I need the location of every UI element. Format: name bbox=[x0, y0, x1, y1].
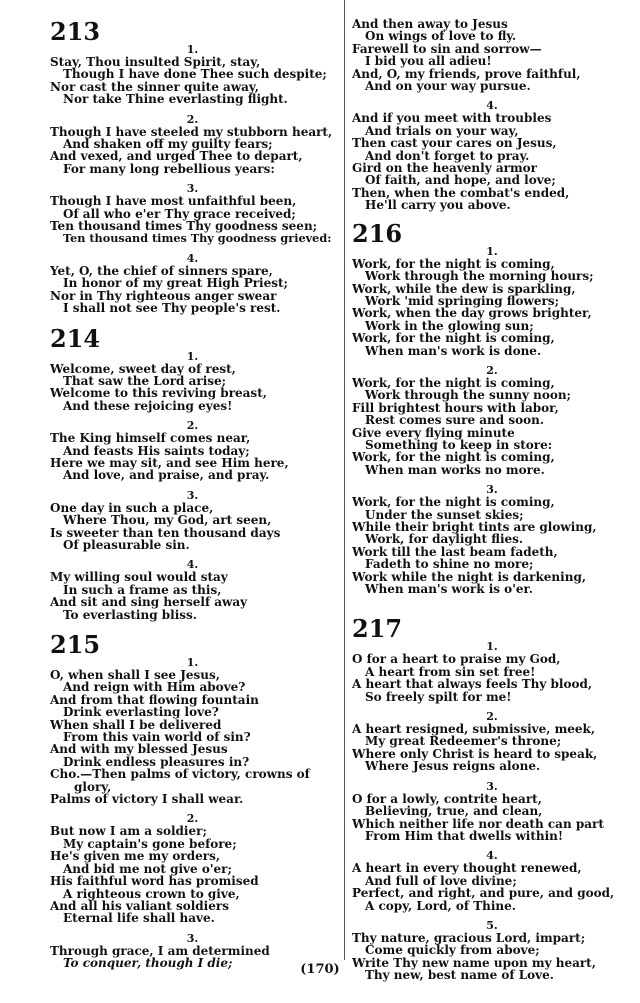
verse-line: Something to keep in store: bbox=[365, 437, 553, 452]
hymn-215-continued bbox=[352, 0, 632, 212]
verse-line: Where Jesus reigns alone. bbox=[365, 759, 541, 774]
verse-line: And feasts His saints today; bbox=[63, 443, 250, 458]
hymn-number: 214 bbox=[50, 323, 101, 353]
verse-line: Yet, O, the chief of sinners spare, bbox=[50, 263, 273, 278]
verse-line: And bid me not give o'er; bbox=[63, 861, 232, 876]
hymn-216 bbox=[352, 220, 632, 596]
verse bbox=[50, 183, 335, 245]
verse-line: Perfect, and right, and pure, and good, bbox=[352, 886, 615, 901]
verse-number: 1. bbox=[186, 656, 199, 669]
verse-line: His faithful word has promised bbox=[50, 874, 259, 889]
verse-line: A righteous crown to give, bbox=[63, 886, 240, 901]
verse-line: He'll carry you above. bbox=[365, 198, 511, 213]
verse-number: 4. bbox=[186, 251, 199, 265]
verse bbox=[50, 657, 335, 768]
verse bbox=[352, 100, 632, 211]
verse-line: And trials on your way, bbox=[365, 123, 519, 138]
verse-line: And vexed, and urged Thee to depart, bbox=[50, 149, 303, 164]
verse-line: Here we may sit, and see Him here, bbox=[50, 455, 289, 470]
verse-line: Write Thy new name upon my heart, bbox=[352, 955, 596, 970]
verse-number: 1. bbox=[486, 244, 498, 258]
verse-line: While their bright tints are glowing, bbox=[352, 520, 597, 534]
verse-line: When man's work is done. bbox=[365, 343, 542, 358]
verse-line: And on your way pursue. bbox=[365, 79, 531, 94]
verse-line: Drink everlasting love? bbox=[63, 705, 219, 720]
verse-line: Nor take Thine everlasting flight. bbox=[63, 92, 288, 107]
verse-line: Fadeth to shine no more; bbox=[365, 557, 534, 572]
verse-number: 4. bbox=[486, 849, 498, 863]
verse-line: Eternal life shall have. bbox=[63, 911, 215, 926]
right-column bbox=[352, 0, 632, 990]
verse-line: In such a frame as this, bbox=[63, 582, 222, 597]
verse-line: And reign with Him above? bbox=[63, 680, 246, 695]
verse bbox=[50, 813, 335, 924]
verse-number: 2. bbox=[186, 419, 199, 433]
verse-line: Stay, Thou insulted Spirit, stay, bbox=[50, 55, 261, 69]
verse-number: 5. bbox=[486, 918, 498, 932]
verse-number: 4. bbox=[486, 99, 498, 113]
verse-line: Work till the last beam fadeth, bbox=[352, 544, 558, 559]
verse-line: Drink endless pleasures in? bbox=[63, 754, 250, 769]
verse-line: Through grace, I am determined bbox=[50, 943, 270, 958]
verse bbox=[352, 781, 632, 843]
verse-line: Work, for daylight flies. bbox=[365, 532, 524, 547]
verse-line: O for a heart to praise my God, bbox=[352, 652, 561, 667]
verse-line: Under the sunset skies; bbox=[365, 507, 524, 522]
verse-number: 2. bbox=[486, 363, 498, 377]
verse-line: Work through the morning hours; bbox=[365, 269, 594, 284]
verse-line: When shall I be delivered bbox=[50, 717, 222, 732]
verse-line: Of pleasurable sin. bbox=[63, 537, 190, 552]
verse-number: 3. bbox=[486, 483, 498, 497]
chorus-line: Palms of victory I shall wear. bbox=[50, 792, 244, 807]
verse-line: Gird on the heavenly armor bbox=[352, 161, 537, 176]
verse-line: Welcome to this reviving breast, bbox=[50, 386, 267, 401]
verse-line: Work, while the dew is sparkling, bbox=[352, 281, 576, 296]
verse-line: Work, for the night is coming, bbox=[352, 450, 555, 465]
verse-line: Welcome, sweet day of rest, bbox=[50, 361, 236, 376]
verse-line: And love, and praise, and pray. bbox=[63, 468, 270, 483]
page-number: (170) bbox=[300, 962, 340, 977]
verse-line: Work, for the night is coming, bbox=[352, 256, 555, 271]
verse-line: Thy nature, gracious Lord, impart; bbox=[352, 930, 586, 945]
verse-number: 3. bbox=[186, 488, 199, 502]
verse-number: 1. bbox=[486, 640, 498, 654]
verse-line: A copy, Lord, of Thine. bbox=[365, 898, 516, 913]
hymn-213 bbox=[50, 0, 335, 315]
verse-line: And, O, my friends, prove faithful, bbox=[352, 66, 581, 81]
chorus-line: Cho.—Then palms of victory, crowns of bbox=[50, 767, 310, 782]
verse-line: When man works no more. bbox=[365, 462, 545, 477]
verse-number: 3. bbox=[186, 931, 199, 945]
verse bbox=[352, 484, 632, 595]
verse-line: But now I am a soldier; bbox=[50, 824, 207, 839]
verse-continued bbox=[352, 18, 632, 92]
verse-line: Nor in Thy righteous anger swear bbox=[50, 288, 277, 303]
verse-line: Believing, true, and clean, bbox=[365, 804, 543, 819]
verse-line: Work in the glowing sun; bbox=[365, 318, 534, 333]
verse-number: 2. bbox=[186, 112, 199, 126]
verse-line: That saw the Lord arise; bbox=[63, 373, 227, 388]
verse-line: From Him that dwells within! bbox=[365, 828, 564, 843]
verse-line: Work, when the day grows brighter, bbox=[352, 306, 592, 321]
verse-line: Work 'mid springing flowers; bbox=[365, 293, 560, 308]
verse-line: From this vain world of sin? bbox=[63, 730, 251, 745]
verse-line: Where only Christ is heard to speak, bbox=[352, 746, 598, 761]
hymn-number: 216 bbox=[352, 218, 403, 248]
verse-line: He's given me my orders, bbox=[50, 849, 221, 864]
verse-line: Where Thou, my God, art seen, bbox=[63, 513, 272, 528]
verse-line: Work through the sunny noon; bbox=[365, 388, 571, 403]
verse-line: My great Redeemer's throne; bbox=[365, 734, 562, 749]
left-column bbox=[50, 0, 335, 978]
verse-line: O for a lowly, contrite heart, bbox=[352, 791, 542, 806]
verse-line: Work, for the night is coming, bbox=[352, 375, 555, 390]
verse-line: Of faith, and hope, and love; bbox=[365, 173, 556, 188]
verse-line: Nor cast the sinner quite away, bbox=[50, 79, 259, 94]
verse bbox=[50, 114, 335, 176]
verse-number: 2. bbox=[186, 812, 199, 826]
verse-line: So freely spilt for me! bbox=[365, 689, 512, 704]
verse-number: 2. bbox=[486, 710, 498, 724]
verse-line: And all his valiant soldiers bbox=[50, 898, 229, 913]
verse-line: To everlasting bliss. bbox=[63, 607, 197, 622]
verse-number: 4. bbox=[186, 558, 199, 572]
verse-line: Of all who e'er Thy grace received; bbox=[63, 206, 296, 221]
verse-line: And if you meet with troubles bbox=[352, 111, 552, 126]
verse-line: Then, when the combat's ended, bbox=[352, 185, 570, 200]
verse bbox=[352, 711, 632, 773]
verse bbox=[352, 641, 632, 703]
verse-line: Work, for the night is coming, bbox=[352, 331, 555, 346]
verse-line: And full of love divine; bbox=[365, 873, 517, 888]
verse-line: My captain's gone before; bbox=[63, 836, 237, 851]
verse-line: Thy new, best name of Love. bbox=[365, 968, 554, 983]
verse-line: Farewell to sin and sorrow— bbox=[352, 41, 542, 56]
hymn-number: 215 bbox=[50, 630, 101, 659]
verse-line: Work, for the night is coming, bbox=[352, 495, 555, 510]
chorus bbox=[50, 768, 335, 805]
verse-line: A heart resigned, submissive, meek, bbox=[352, 722, 596, 737]
verse-line: For many long rebellious years: bbox=[63, 161, 275, 176]
verse-number: 3. bbox=[486, 779, 498, 793]
verse bbox=[50, 253, 335, 315]
verse-line: And these rejoicing eyes! bbox=[63, 398, 233, 413]
verse-line: To conquer, though I die; bbox=[63, 956, 233, 971]
verse-number: 1. bbox=[186, 43, 199, 56]
hymn-number: 213 bbox=[50, 17, 101, 46]
verse bbox=[50, 44, 335, 106]
verse bbox=[352, 246, 632, 357]
verse-line: Which neither life nor death can part bbox=[352, 816, 604, 831]
hymn-number: 217 bbox=[352, 614, 403, 644]
verse-line: A heart that always feels Thy blood, bbox=[352, 677, 593, 692]
verse bbox=[50, 559, 335, 621]
verse bbox=[50, 490, 335, 552]
verse-line: I shall not see Thy people's rest. bbox=[63, 301, 281, 316]
verse-line: When man's work is o'er. bbox=[365, 582, 533, 597]
verse-line: My willing soul would stay bbox=[50, 570, 228, 585]
verse-line: Work while the night is darkening, bbox=[352, 569, 587, 584]
verse-line: Though I have steeled my stubborn heart, bbox=[50, 124, 333, 139]
verse-line: And from that flowing fountain bbox=[50, 692, 259, 707]
verse-line: A heart from sin set free! bbox=[365, 664, 536, 679]
verse-line: On wings of love to fly. bbox=[365, 29, 517, 44]
verse-line: O, when shall I see Jesus, bbox=[50, 668, 220, 682]
chorus-line: glory, bbox=[74, 779, 112, 794]
verse-line: In honor of my great High Priest; bbox=[63, 276, 288, 291]
verse-line: The King himself comes near, bbox=[50, 431, 251, 446]
verse-line: One day in such a place, bbox=[50, 500, 214, 515]
verse-number: 1. bbox=[186, 349, 199, 363]
verse-line: And then away to Jesus bbox=[352, 17, 508, 31]
verse-line: Ten thousand times Thy goodness seen; bbox=[50, 219, 318, 234]
column-divider bbox=[344, 0, 345, 960]
verse-line: And sit and sing herself away bbox=[50, 595, 248, 610]
verse bbox=[352, 850, 632, 912]
verse-line: Though I have most unfaithful been, bbox=[50, 194, 297, 209]
verse-line: A heart in every thought renewed, bbox=[352, 861, 582, 876]
verse-number: 3. bbox=[186, 182, 199, 196]
verse-line: Is sweeter than ten thousand days bbox=[50, 525, 281, 540]
hymn-215 bbox=[50, 629, 335, 970]
verse-line: I bid you all adieu! bbox=[365, 54, 492, 69]
verse-line: Rest comes sure and soon. bbox=[365, 413, 545, 428]
hymn-214 bbox=[50, 323, 335, 622]
verse-line: And with my blessed Jesus bbox=[50, 742, 228, 757]
verse-line: Then cast your cares on Jesus, bbox=[352, 136, 557, 151]
verse-line: Come quickly from above; bbox=[365, 943, 540, 958]
verse-line: And don't forget to pray. bbox=[365, 148, 530, 163]
verse bbox=[352, 365, 632, 476]
verse-line: Though I have done Thee such despite; bbox=[63, 67, 327, 82]
verse-line: Fill brightest hours with labor, bbox=[352, 400, 559, 415]
verse bbox=[50, 351, 335, 413]
verse-line: Give every flying minute bbox=[352, 425, 515, 440]
verse-line: Ten thousand times Thy goodness grieved: bbox=[63, 231, 332, 246]
verse bbox=[50, 420, 335, 482]
hymn-217 bbox=[352, 603, 632, 981]
verse-line: And shaken off my guilty fears; bbox=[63, 137, 273, 152]
